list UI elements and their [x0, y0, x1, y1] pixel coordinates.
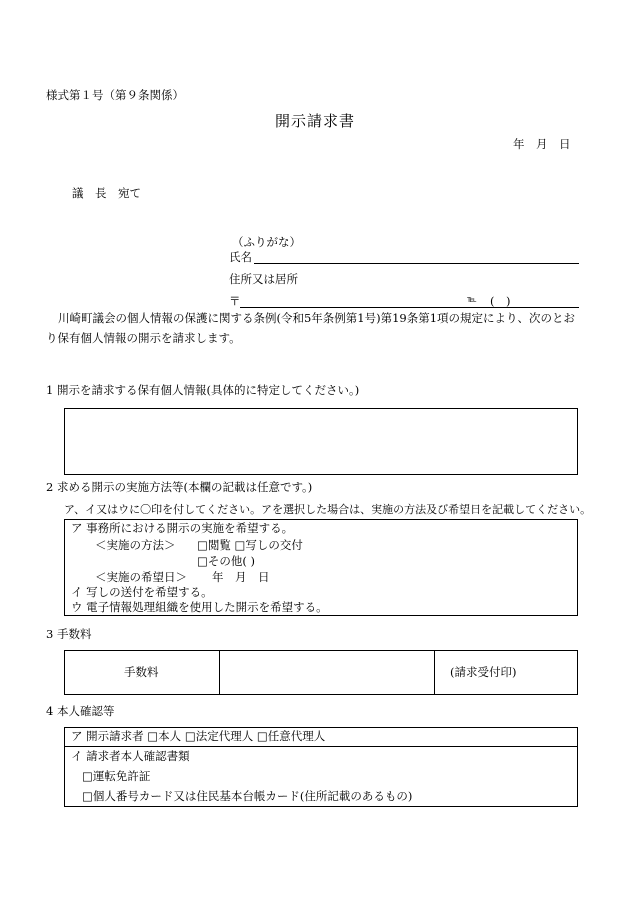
section1-heading: 1 開示を請求する保有個人情報(具体的に特定してください。) [46, 383, 360, 397]
method-options[interactable]: □閲覧 □写しの交付 [197, 538, 303, 552]
section2-note: ア、イ又はウに〇印を付してください。アを選択した場合は、実施の方法及び希望日を記載してください。 [64, 503, 592, 516]
page-title: 開示請求書 [275, 112, 356, 130]
preferred-date-value[interactable]: 年 月 日 [212, 570, 270, 584]
id-docs-label: イ 請求者本人確認書類 [71, 749, 190, 763]
form-date: 年 月 日 [513, 137, 571, 151]
section4-heading: 4 本人確認等 [46, 704, 115, 718]
section3-heading: 3 手数料 [46, 627, 92, 641]
addressee: 議 長 宛て [72, 186, 141, 200]
tel-label: ℡ [467, 295, 477, 305]
receipt-stamp-label: (請求受付印) [450, 665, 517, 679]
option-c[interactable]: ウ 電子情報処理組織を使用した開示を希望する。 [71, 600, 328, 614]
fee-table-divider-1 [219, 651, 220, 694]
id-doc-my-number-card[interactable]: □個人番号カード又は住民基本台帳カード(住所記載のあるもの) [82, 789, 413, 803]
intro-paragraph: 川崎町議会の個人情報の保護に関する条例(令和5年条例第1号)第19条第1項の規定により、次のとおり保有個人情報の開示を請求します。 [46, 311, 576, 345]
section2-heading: 2 求める開示の実施方法等(本欄の記載は任意です。) [46, 480, 313, 494]
preferred-date-label: ＜実施の希望日＞ [95, 570, 187, 584]
requester-type-row[interactable]: ア 開示請求者 □本人 □法定代理人 □任意代理人 [71, 729, 326, 743]
address-label: 住所又は居所 [229, 272, 298, 286]
id-doc-drivers-license[interactable]: □運転免許証 [82, 769, 151, 783]
postal-mark: 〒 [229, 294, 241, 308]
identity-check-box [64, 727, 578, 807]
method-other[interactable]: □その他( ) [197, 554, 255, 568]
method-label: ＜実施の方法＞ [95, 538, 176, 552]
name-label: 氏名 [229, 250, 252, 264]
requested-info-box[interactable] [64, 408, 578, 475]
fee-table-divider-2 [434, 651, 435, 694]
identity-row-divider [65, 746, 577, 747]
furigana-label: （ふりがな） [232, 235, 301, 249]
disclosure-method-box [64, 519, 578, 616]
option-a[interactable]: ア 事務所における開示の実施を希望する。 [71, 521, 294, 535]
tel-parens: ( ) [490, 294, 511, 308]
option-b[interactable]: イ 写しの送付を希望する。 [71, 585, 213, 599]
name-field-line[interactable] [254, 263, 579, 264]
form-number: 様式第１号（第９条関係） [46, 88, 184, 102]
fee-table [64, 650, 578, 695]
fee-label: 手数料 [124, 665, 159, 679]
